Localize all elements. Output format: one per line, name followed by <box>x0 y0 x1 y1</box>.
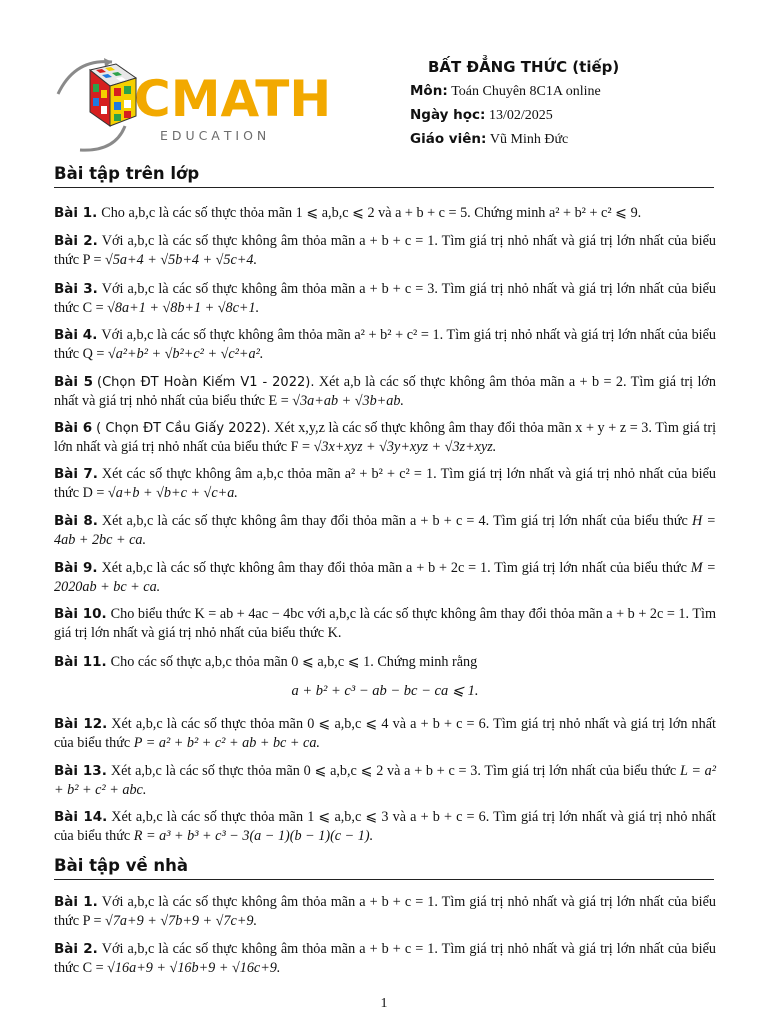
problem-item <box>54 559 716 597</box>
problem-expression: L = a² + b² + c² + abc. <box>54 763 716 798</box>
problem-label: Bài 2. <box>54 941 98 957</box>
problem-expression: √5a+4 + √5b+4 + √5c+4. <box>105 252 258 268</box>
problem-text: Xét các số thực không âm a,b,c thỏa mãn a² + b² + c² = 1. Tìm giá trị lớn nhất và giá trị nhỏ nhất của biểu thức D = <box>54 466 716 501</box>
problem-label: Bài 2. <box>54 233 98 249</box>
problem-item <box>54 280 716 318</box>
problem-text: Với a,b,c là các số thực không âm thỏa mãn a + b + c = 3. Tìm giá trị nhỏ nhất và giá trị lớn nhất của biểu thức C = <box>54 281 717 316</box>
teacher-line <box>410 131 740 148</box>
problem-item <box>54 893 716 931</box>
problem-label: Bài 4. <box>54 327 98 343</box>
teacher-label: Giáo viên: <box>410 131 487 147</box>
problem-expression: √3x+xyz + √3y+xyz + √3z+xyz. <box>313 439 497 455</box>
problem-label: Bài 9. <box>54 560 98 576</box>
subject-label: Môn: <box>410 83 448 99</box>
problem-item <box>54 512 716 550</box>
problem-text: Với a,b,c là các số thực không âm thỏa mãn a + b + c = 1. Tìm giá trị nhỏ nhất và giá trị lớn nhất của biểu thức P = <box>54 233 717 268</box>
problem-item <box>54 232 716 270</box>
problem-label: Bài 3. <box>54 281 98 297</box>
problem-text: Xét x,y,z là các số thực không âm thay đổi thỏa mãn x + y + z = 3. Tìm giá trị lớn nhất và giá trị nhỏ nhất của biểu thức F = <box>54 420 717 455</box>
problem-expression: P = a² + b² + c² + ab + bc + ca. <box>133 735 320 751</box>
subject-value: Toán Chuyên 8C1A online <box>451 84 601 99</box>
problem-source: ( Chọn ĐT Cầu Giấy 2022). <box>96 421 271 436</box>
problem-item <box>54 204 716 223</box>
problem-expression: H = 4ab + 2bc + ca. <box>54 513 716 548</box>
problem-expression: √3a+ab + √3b+ab. <box>292 393 404 409</box>
problem-expression: √7a+9 + √7b+9 + √7c+9. <box>105 913 258 929</box>
problem-expression: √8a+1 + √8b+1 + √8c+1. <box>107 300 260 316</box>
date-line <box>410 107 740 124</box>
problem-source: (Chọn ĐT Hoàn Kiếm V1 - 2022). <box>97 375 315 390</box>
problem-item <box>54 419 716 457</box>
section-title: Bài tập trên lớp <box>54 164 200 183</box>
problem-text: Cho biểu thức K = ab + 4ac − 4bc với a,b,c là các số thực không âm thay đổi thỏa mãn a + b + 2c = 1. Tìm giá trị lớn nhất và giá trị nhỏ nhất của biểu thức K. <box>54 606 716 641</box>
problem-label: Bài 13. <box>54 763 107 779</box>
problem-text: Xét a,b,c là các số thực thỏa mãn 0 ⩽ a,b,c ⩽ 2 và a + b + c = 3. Tìm giá trị lớn nhất của biểu thức <box>110 763 680 779</box>
problem-expression: √a+b + √b+c + √c+a. <box>107 485 238 501</box>
problem-item <box>54 605 716 643</box>
problem-label: Bài 5 <box>54 374 93 390</box>
cmath-logo <box>50 56 340 156</box>
problem-label: Bài 12. <box>54 716 108 732</box>
problem-text: Xét a,b,c là các số thực không âm thay đổi thỏa mãn a + b + c = 4. Tìm giá trị lớn nhất của biểu thức <box>101 513 693 529</box>
problem-item <box>54 762 716 800</box>
section-title: Bài tập về nhà <box>54 856 189 875</box>
problem-label: Bài 14. <box>54 809 108 825</box>
problem-text: Cho các số thực a,b,c thỏa mãn 0 ⩽ a,b,c ⩽ 1. Chứng minh rằng <box>110 654 478 670</box>
problem-text: Xét a,b,c là các số thực không âm thay đổi thỏa mãn a + b + 2c = 1. Tìm giá trị lớn nhất của biểu thức <box>101 560 691 576</box>
problem-label: Bài 10. <box>54 606 107 622</box>
problem-text: Với a,b,c là các số thực không âm thỏa mãn a + b + c = 1. Tìm giá trị nhỏ nhất và giá trị lớn nhất của biểu thức C = <box>54 941 717 976</box>
section-heading-classwork <box>54 164 714 188</box>
logo-tagline-text: E D U C A T I O N <box>160 128 267 143</box>
problem-expression: √a²+b² + √b²+c² + √c²+a². <box>107 346 264 362</box>
problem-text: Với a,b,c là các số thực không âm thỏa mãn a + b + c = 1. Tìm giá trị nhỏ nhất và giá trị lớn nhất của biểu thức P = <box>54 894 717 929</box>
problem-text: Cho a,b,c là các số thực thỏa mãn 1 ⩽ a,b,c ⩽ 2 và a + b + c = 5. Chứng minh a² + b² + c² ⩽ 9. <box>101 205 642 221</box>
document-title: BẤT ĐẲNG THỨC (tiếp) <box>428 58 620 76</box>
problem-label: Bài 11. <box>54 654 107 670</box>
problem-text: Xét a,b,c là các số thực thỏa mãn 1 ⩽ a,b,c ⩽ 3 và a + b + c = 6. Tìm giá trị lớn nhất và giá trị nhỏ nhất của biểu thức <box>54 809 716 844</box>
problem-label: Bài 1. <box>54 205 98 221</box>
problem-item <box>54 715 716 753</box>
date-label: Ngày học: <box>410 107 486 123</box>
problem-item <box>54 465 716 503</box>
logo-brand-text: CMATH <box>134 70 332 128</box>
problem-label: Bài 1. <box>54 894 98 910</box>
display-equation: a + b² + c³ − ab − bc − ca ⩽ 1. <box>291 683 479 699</box>
rubik-cube-icon <box>90 64 136 126</box>
section-heading-homework <box>54 856 714 880</box>
problem-expression: R = a³ + b³ + c³ − 3(a − 1)(b − 1)(c − 1). <box>133 828 374 844</box>
page-number: 1 <box>380 996 388 1011</box>
problem-text: Xét a,b là các số thực không âm thỏa mãn a + b = 2. Tìm giá trị lớn nhất và giá trị nhỏ nhất của biểu thức E = <box>54 374 717 409</box>
problem-label: Bài 6 <box>54 420 93 436</box>
problem-item <box>54 326 716 364</box>
problem-item <box>54 808 716 846</box>
problem-text: Xét a,b,c là các số thực thỏa mãn 0 ⩽ a,b,c ⩽ 4 và a + b + c = 6. Tìm giá trị nhỏ nhất và giá trị lớn nhất của biểu thức <box>54 716 716 751</box>
problem-item <box>54 373 716 411</box>
problem-text: Với a,b,c là các số thực không âm thỏa mãn a² + b² + c² = 1. Tìm giá trị nhỏ nhất và giá trị lớn nhất của biểu thức Q = <box>54 327 717 362</box>
teacher-value: Vũ Minh Đức <box>489 132 569 147</box>
problem-label: Bài 7. <box>54 466 98 482</box>
date-value: 13/02/2025 <box>488 108 553 123</box>
problem-expression: M = 2020ab + bc + ca. <box>54 560 716 595</box>
problem-item <box>54 940 716 978</box>
subject-line <box>410 83 740 100</box>
problem-item <box>54 653 716 672</box>
header-info <box>410 58 740 148</box>
problem-expression: √16a+9 + √16b+9 + √16c+9. <box>107 960 281 976</box>
problem-label: Bài 8. <box>54 513 98 529</box>
